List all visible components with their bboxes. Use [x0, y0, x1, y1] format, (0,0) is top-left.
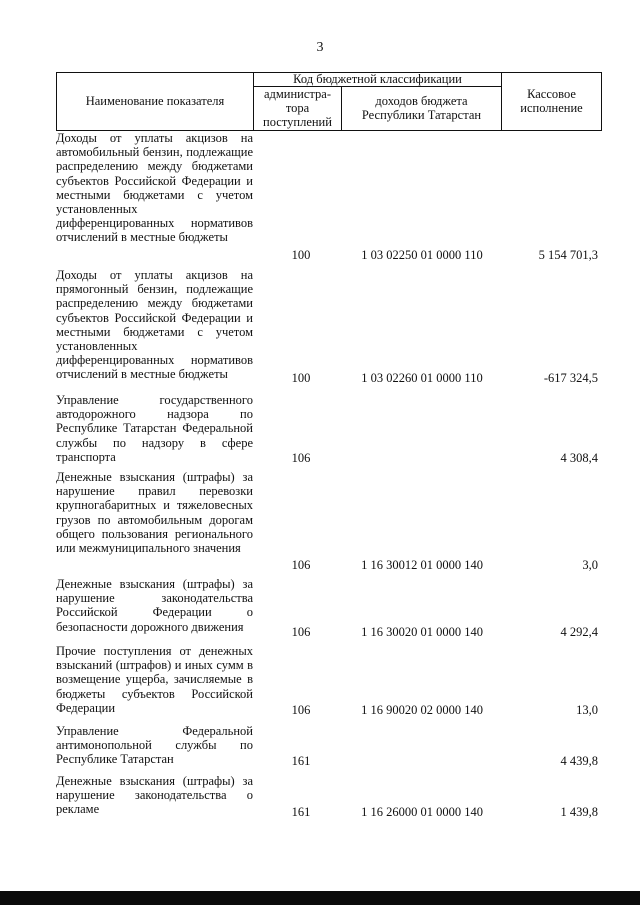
header-admin-line3: поступлений [263, 115, 332, 129]
row-amount: 4 308,4 [560, 450, 598, 465]
table-row [56, 131, 602, 262]
header-admin-line1: администра- [263, 87, 331, 101]
header-income [342, 94, 501, 122]
row-admin-code: 106 [291, 702, 311, 717]
header-code-group: Код бюджетной классификации [293, 72, 462, 86]
page-number: 3 [316, 40, 324, 55]
row-admin-code: 161 [291, 804, 311, 819]
row-name: Доходы от уплаты акцизов на прямогонный бензин, подлежащие распределению между бюджетами субъектов Российской Федерации и местными бюджетами с учетом установленных дифференцированных нормативов отчислений в местные бюджеты [56, 268, 253, 382]
row-budget-code: 1 16 30012 01 0000 140 [361, 557, 483, 572]
row-admin-code: 106 [291, 450, 311, 465]
row-amount: 1 439,8 [560, 804, 598, 819]
row-name: Денежные взыскания (штрафы) за нарушение законодательства Российской Федерации о безопасности дорожного движения [56, 577, 253, 634]
row-budget-code: 1 16 26000 01 0000 140 [361, 804, 483, 819]
header-cash-line1: Кассовое [527, 87, 576, 101]
header-income-line2: Республики Татарстан [361, 108, 482, 122]
row-admin-code: 106 [291, 624, 311, 639]
row-amount: 5 154 701,3 [538, 247, 598, 262]
table-row [56, 268, 602, 385]
table-row [56, 724, 602, 768]
table-row [56, 774, 602, 819]
header-cash [502, 87, 601, 115]
scan-bottom-edge [0, 891, 640, 905]
header-right-border [601, 72, 602, 131]
table-row [56, 644, 602, 717]
row-name: Денежные взыскания (штрафы) за нарушение законодательства о рекламе [56, 774, 253, 817]
row-admin-code: 100 [291, 370, 311, 385]
row-budget-code: 1 16 30020 01 0000 140 [361, 624, 483, 639]
row-admin-code: 100 [291, 247, 311, 262]
table-row [56, 470, 602, 572]
row-name: Управление Федеральной антимонопольной службы по Республике Татарстан [56, 724, 253, 767]
table-row [56, 393, 602, 465]
header-cash-line2: исполнение [520, 101, 583, 115]
header-admin [254, 87, 341, 129]
row-amount: 13,0 [576, 702, 598, 717]
header-name: Наименование показателя [85, 94, 225, 108]
row-amount: 3,0 [582, 557, 598, 572]
table-row [56, 577, 602, 639]
row-amount: -617 324,5 [543, 370, 598, 385]
header-income-line1: доходов бюджета [375, 94, 468, 108]
row-name: Прочие поступления от денежных взысканий (штрафов) и иных сумм в возмещение ущерба, зачисляемые в бюджеты субъектов Российской Федерации [56, 644, 253, 715]
row-budget-code: 1 03 02250 01 0000 110 [361, 247, 483, 262]
row-admin-code: 161 [291, 753, 311, 768]
row-amount: 4 439,8 [560, 753, 598, 768]
row-budget-code: 1 03 02260 01 0000 110 [361, 370, 483, 385]
row-admin-code: 106 [291, 557, 311, 572]
row-amount: 4 292,4 [560, 624, 598, 639]
row-name: Доходы от уплаты акцизов на автомобильный бензин, подлежащие распределению между бюджетами субъектов Российской Федерации и местными бюджетами с учетом установленных дифференцированных нормативов отчислений в местные бюджеты [56, 131, 253, 245]
row-budget-code: 1 16 90020 02 0000 140 [361, 702, 483, 717]
row-name: Управление государственного автодорожного надзора по Республике Татарстан Федеральной службы по надзору в сфере транспорта [56, 393, 253, 464]
header-admin-line2: тора [285, 101, 310, 115]
row-name: Денежные взыскания (штрафы) за нарушение правил перевозки крупногабаритных и тяжеловесных грузов по автомобильным дорогам общего пользования регионального или межмуниципального значения [56, 470, 253, 556]
